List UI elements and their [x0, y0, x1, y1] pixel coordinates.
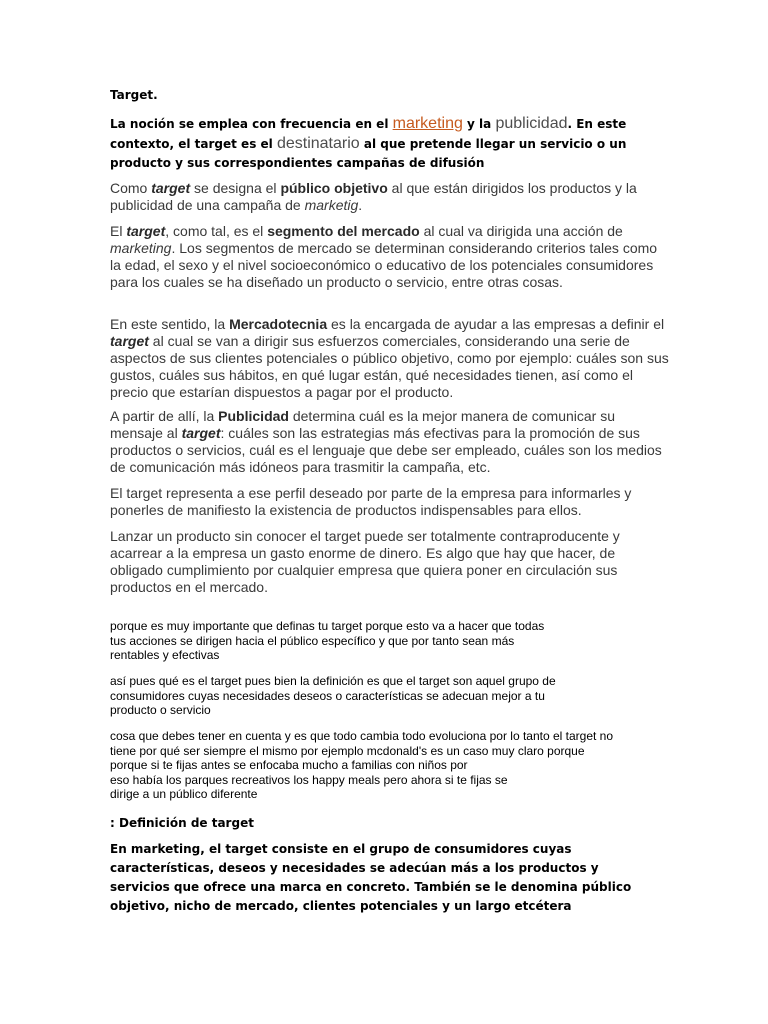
note-line: porque si te fijas antes se enfocaba mucho a familias con niños por [110, 758, 468, 772]
p4-publicidad: Publicidad [218, 408, 289, 424]
note-line: eso había los parques recreativos los happy meals pero ahora si te fijas se [110, 772, 508, 787]
p2-target: target [126, 223, 166, 239]
p3-mercadotecnia: Mercadotecnia [229, 316, 328, 332]
p2-segmento: segmento del mercado [267, 223, 420, 239]
p1-target: target [151, 180, 191, 196]
note-block-1 [110, 619, 670, 663]
note-line: producto o servicio [110, 703, 211, 717]
p4-text: determina cuál es la mejor manera de comunicar su mensaje al [110, 408, 616, 441]
page-title: Target. [110, 88, 158, 102]
note-block-3 [110, 729, 690, 802]
p2-text: El [110, 223, 127, 239]
marketing-link[interactable]: marketing [392, 115, 463, 132]
intro-paragraph [110, 114, 660, 173]
p2-text: , como tal, es el [165, 223, 268, 239]
p2-marketing: marketing [110, 240, 172, 256]
intro-text-2: y la [462, 117, 496, 131]
p1-text: se designa el [190, 180, 281, 196]
p4-text: A partir de allí, la [110, 408, 219, 424]
p3-text: es la encargada de ayudar a las empresas a definir el [327, 316, 665, 332]
destinatario-term: destinatario [276, 135, 360, 152]
p2-text: . Los segmentos de mercado se determinan considerando criterios tales como la edad, el sexo y el nivel socioeconómico o educativo de los potenciales consumidores para los cuales se ha diseñado un producto o servicio, entre otras cosas. [110, 240, 658, 290]
paragraph-segmento [110, 223, 670, 291]
note-block-2 [110, 674, 670, 718]
note-line: rentables y efectivas [110, 648, 220, 662]
note-line: cosa que debes tener en cuenta y es que todo cambia todo evoluciona por lo tanto el target no [110, 729, 614, 743]
intro-text-4: al que pretende llegar un servicio o un producto y sus correspondientes campañas de difusión [110, 137, 627, 170]
paragraph-perfil: El target representa a ese perfil deseado por parte de la empresa para informarles y ponerles de manifiesto la existencia de productos indispensables para ellos. [110, 485, 632, 518]
paragraph-mercadotecnia [110, 316, 670, 401]
p1-publico: público objetivo [280, 180, 388, 196]
note-line: dirige a un público diferente [110, 787, 258, 801]
definition-heading: : Definición de target [110, 816, 254, 830]
publicidad-term: publicidad [495, 115, 568, 132]
paragraph-publicidad [110, 408, 670, 476]
intro-text-3: . En este contexto, el target es el [110, 117, 627, 151]
p4-target: target [181, 425, 221, 441]
note-line: tiene por qué ser siempre el mismo por ejemplo mcdonald's es un caso muy claro porque [110, 743, 585, 758]
p1-text: Como [110, 180, 152, 196]
paragraph-publico-objetivo [110, 180, 670, 214]
p1-marketig: marketig [304, 197, 359, 213]
note-line: porque es muy importante que definas tu target porque esto va a hacer que todas [110, 619, 545, 633]
p3-text: En este sentido, la [110, 316, 230, 332]
p2-text: al cual va dirigida una acción de [419, 223, 623, 239]
note-line: tus acciones se dirigen hacia el público específico y que por tanto sean más [110, 633, 515, 648]
p3-target: target [110, 333, 149, 349]
note-line: consumidores cuyas necesidades deseos o características se adecuan mejor a tu [110, 688, 545, 703]
p1-text: al que están dirigidos los productos y la publicidad de una campaña de [110, 180, 637, 213]
p1-text: . [358, 197, 363, 213]
intro-text-1: La noción se emplea con frecuencia en el [110, 117, 393, 131]
note-line: así pues qué es el target pues bien la definición es que el target son aquel grupo de [110, 674, 556, 688]
p4-text: : cuáles son las estrategias más efectivas para la promoción de sus productos o servicios, cuál es el lenguaje que debe ser empleado, cuáles son los medios de comunicación más idóneos para trasmitir la campaña, etc. [110, 425, 662, 475]
paragraph-lanzar-producto: Lanzar un producto sin conocer el target puede ser totalmente contraproducente y acarrear a la empresa un gasto enorme de dinero. Es algo que hay que hacer, de obligado cumplimiento por cualquier empresa que quiera poner en circulación sus productos en el mercado. [110, 528, 620, 595]
definition-paragraph: En marketing, el target consiste en el grupo de consumidores cuyas características, deseos y necesidades se adecúan más a los productos y servicios que ofrece una marca en concreto. También se le denomina público objetivo, nicho de mercado, clientes potenciales y un largo etcétera [110, 842, 632, 913]
p3-text: al cual se van a dirigir sus esfuerzos comerciales, considerando una serie de aspectos de sus clientes potenciales o público objetivo, como por ejemplo: cuáles son sus gustos, cuáles sus hábitos, en qué lugar están, qué necesidades tienen, así como el precio que estarían dispuestos a pagar por el producto. [110, 333, 669, 400]
